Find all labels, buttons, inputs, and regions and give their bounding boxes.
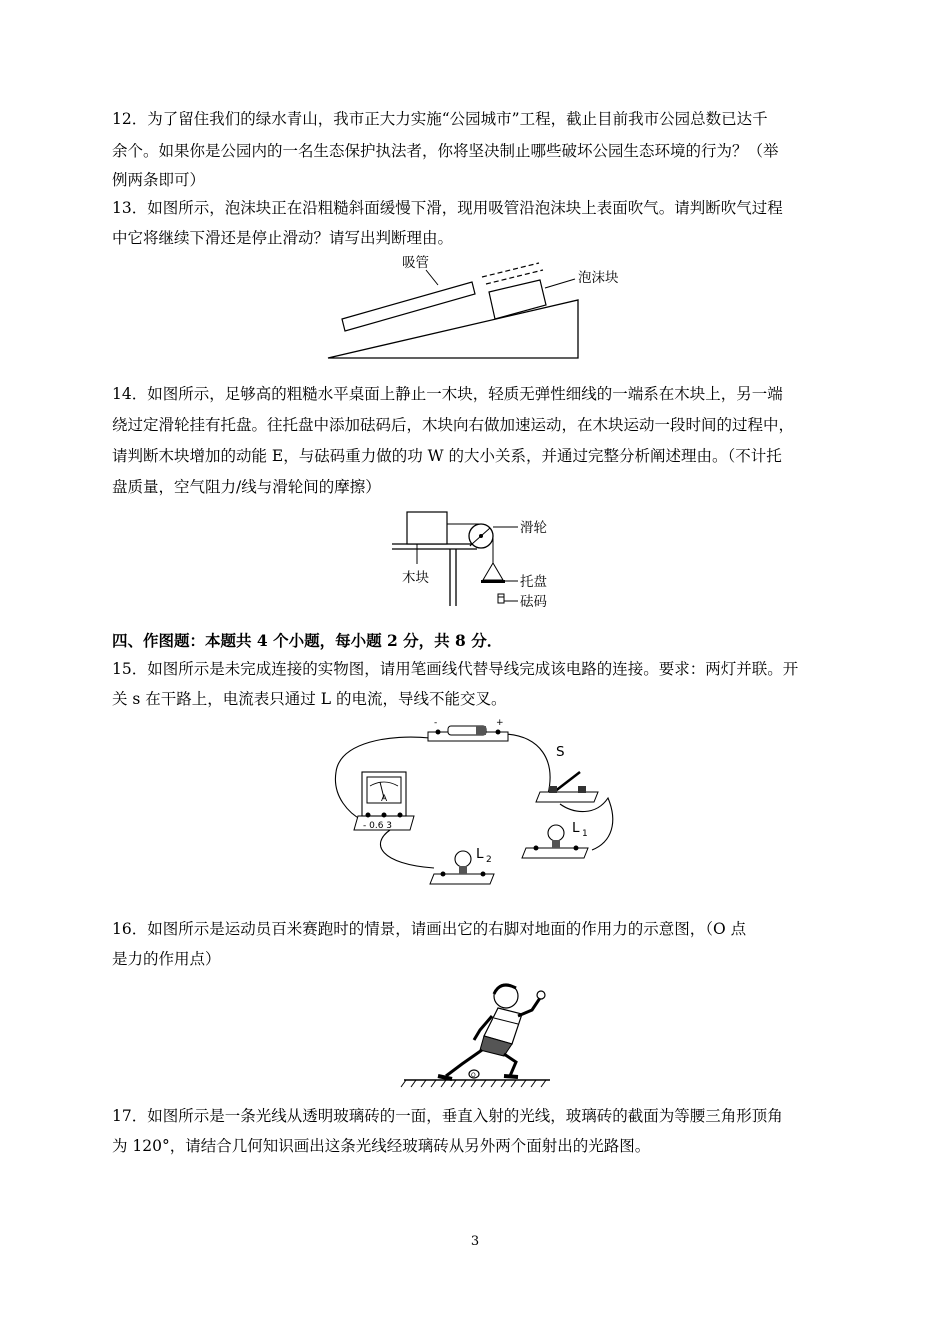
- q14-line-1: 14．如图所示，足够高的粗糙水平桌面上静止一木块，轻质无弹性细线的一端系在木块上，另一端: [112, 385, 783, 403]
- q17-line-1: 17．如图所示是一条光线从透明玻璃砖的一面，垂直入射的光线，玻璃砖的截面为等腰三角形顶角: [112, 1107, 783, 1125]
- runner-leg-front: [504, 1054, 516, 1076]
- switch-label: S: [556, 744, 565, 760]
- q17-line-2: 为 120°，请结合几何知识画出这条光线经玻璃砖从另外两个面射出的光路图。: [112, 1137, 651, 1155]
- q15-line-2: 关 s 在干路上，电流表只通过 L 的电流，导线不能交叉。: [112, 690, 507, 708]
- q14-line-3: 请判断木块增加的动能 E，与砝码重力做的功 W 的大小关系，并通过完整分析阐述理由。（不计托: [112, 447, 782, 465]
- battery-terminal: [436, 730, 441, 735]
- ammeter-label: A: [381, 794, 388, 804]
- ammeter-terminal: [398, 813, 403, 818]
- block-label: 木块: [402, 570, 429, 586]
- lamp-l2-socket: [459, 866, 467, 874]
- weight: [498, 594, 504, 603]
- q12-line-3: 例两条即可）: [112, 171, 206, 189]
- lamp-l2-label: L: [476, 846, 484, 862]
- straw: [342, 282, 475, 331]
- lamp-l1-terminal: [574, 846, 579, 851]
- ammeter-terminal-labels: - 0.6 3: [363, 821, 393, 831]
- switch-clip: [578, 786, 586, 793]
- section-heading: 四、作图题：本题共 4 个小题，每小题 2 分，共 8 分．: [112, 631, 503, 650]
- q12-line-1: 12．为了留住我们的绿水青山，我市正大力实施“公园城市”工程，截止目前我市公园总数已达千: [112, 110, 768, 128]
- q15-line-1: 15．如图所示是未完成连接的实物图，请用笔画线代替导线完成该电路的连接。要求：两灯并联。开: [112, 660, 799, 678]
- switch-hinge: [549, 786, 557, 793]
- battery-pos-label: +: [496, 718, 504, 728]
- lamp-l2-subscript: 2: [486, 855, 492, 865]
- lamp-l1-terminal: [534, 846, 539, 851]
- ammeter-terminal: [366, 813, 371, 818]
- battery-cap: [476, 726, 486, 735]
- lamp-l1-bulb: [548, 825, 564, 841]
- lamp-l2-terminal: [441, 872, 446, 877]
- foam-leader: [545, 279, 575, 288]
- q14-line-2: 绕过定滑轮挂有托盘。往托盘中添加砝码后，木块向右做加速运动，在木块运动一段时间的过程中，: [112, 416, 795, 434]
- q13-line-1: 13．如图所示，泡沫块正在沿粗糙斜面缓慢下滑，现用吸管沿泡沫块上表面吹气。请判断吹气过程: [112, 199, 783, 217]
- runner-shoe-front: [504, 1076, 518, 1077]
- tray: [481, 580, 505, 583]
- switch-base: [536, 792, 598, 802]
- wood-block: [407, 512, 447, 544]
- foam-block: [489, 280, 546, 319]
- foam-label: 泡沫块: [578, 270, 619, 286]
- airflow-line: [482, 263, 539, 277]
- incline-figure: [320, 252, 640, 364]
- straw-leader: [426, 270, 438, 285]
- circuit-figure: [330, 712, 630, 892]
- ammeter-terminal: [382, 813, 387, 818]
- runner-shoe-back: [438, 1076, 452, 1079]
- pulley-label: 滑轮: [520, 520, 547, 536]
- wire: [380, 830, 434, 868]
- q16-line-2: 是力的作用点）: [112, 950, 221, 968]
- q16-line-1: 16．如图所示是运动员百米赛跑时的情景，请画出它的右脚对地面的作用力的示意图，（O 点: [112, 920, 747, 938]
- battery-terminal: [496, 730, 501, 735]
- force-point-label: O: [471, 1072, 476, 1079]
- tray-label: 托盘: [520, 574, 547, 590]
- wire: [505, 734, 550, 794]
- straw-label: 吸管: [402, 255, 429, 271]
- battery-neg-label: -: [434, 718, 438, 728]
- tray-strings: [483, 563, 503, 580]
- lamp-l1-socket: [552, 840, 560, 848]
- lamp-l2-bulb: [455, 851, 471, 867]
- page-number: 3: [470, 1234, 480, 1249]
- q13-line-2: 中它将继续下滑还是停止滑动？请写出判断理由。: [112, 229, 454, 247]
- runner-fist: [537, 991, 545, 999]
- ground-hatch: [401, 1080, 546, 1087]
- q12-line-2: 余个。如果你是公园内的一名生态保护执法者，你将坚决制止哪些破坏公园生态环境的行为？（举: [112, 142, 779, 160]
- incline: [328, 300, 578, 358]
- runner-arm-front: [518, 998, 540, 1016]
- wire: [560, 798, 613, 850]
- weight-label: 砝码: [520, 594, 547, 610]
- runner-figure: [400, 976, 560, 1094]
- q14-line-4: 盘质量，空气阻力/线与滑轮间的摩擦）: [112, 478, 381, 496]
- switch-blade: [554, 772, 580, 792]
- pulley-figure: [392, 506, 572, 612]
- lamp-l1-label: L: [572, 820, 580, 836]
- lamp-l1-subscript: 1: [582, 829, 588, 839]
- lamp-l1-base: [522, 848, 588, 858]
- lamp-l2-terminal: [481, 872, 486, 877]
